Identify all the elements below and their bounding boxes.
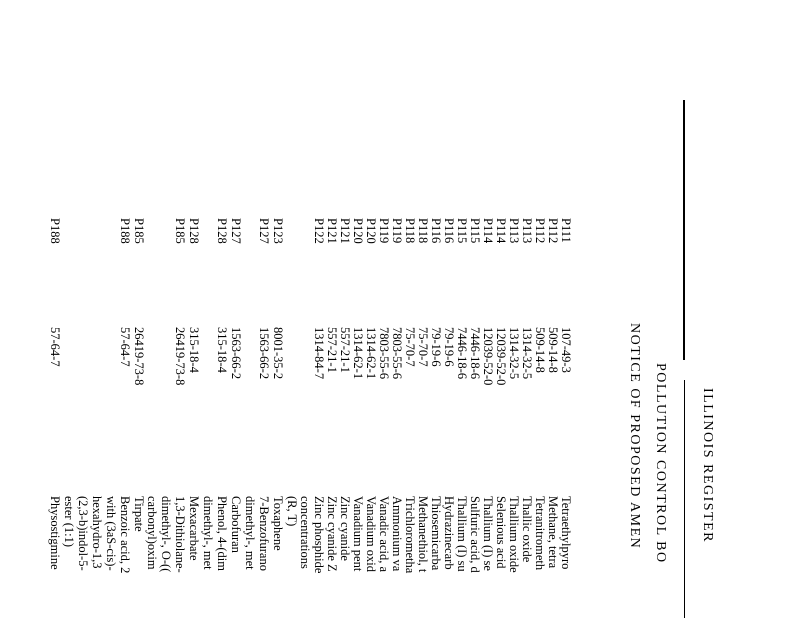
- waste-code-cell: P123: [271, 218, 285, 244]
- substance-name-cell: Tetraethylpyro: [559, 496, 573, 570]
- substance-name-cell: Thallic oxide: [520, 496, 534, 563]
- substance-name-cell: Phenol, 4-(dim: [215, 496, 229, 571]
- cas-number-cell: 509-14-8: [533, 327, 547, 373]
- waste-code-cell: P112: [546, 218, 560, 244]
- waste-code-cell: P113: [520, 218, 534, 244]
- cas-number-cell: 1314-32-5: [507, 327, 521, 380]
- substance-name-cell: Tirpate: [132, 496, 146, 532]
- cas-number-cell: 75-70-7: [403, 327, 417, 367]
- substance-name-cell: dimethyl-, met: [201, 496, 215, 570]
- substance-name-cell: Thiosemicarba: [429, 496, 443, 571]
- substance-name-cell: Mexacarbate: [187, 496, 201, 561]
- cas-number-cell: 1314-84-7: [312, 327, 326, 380]
- waste-code-cell: P120: [364, 218, 378, 244]
- cas-number-cell: 75-70-7: [416, 327, 430, 367]
- substance-name-cell: Zinc cyanide: [338, 496, 352, 561]
- substance-name-cell: Thallium (I) se: [481, 496, 495, 571]
- substance-name-cell: Benzoic acid, 2: [118, 496, 132, 574]
- register-title: ILLINOIS REGISTER: [700, 388, 715, 543]
- waste-code-cell: P120: [351, 218, 365, 244]
- waste-code-cell: P118: [416, 218, 430, 244]
- cas-number-cell: 79-19-6: [429, 327, 443, 367]
- substance-name-cell: Selenious acid: [494, 496, 508, 569]
- cas-number-cell: 7803-55-6: [377, 327, 391, 380]
- waste-code-cell: P128: [187, 218, 201, 244]
- waste-code-cell: P118: [403, 218, 417, 244]
- waste-code-cell: P119: [377, 218, 391, 244]
- substance-name-cell: Ammonium va: [390, 496, 404, 572]
- waste-code-cell: P119: [390, 218, 404, 244]
- cas-number-cell: 7803-55-6: [390, 327, 404, 380]
- waste-code-cell: P128: [215, 218, 229, 244]
- waste-code-cell: P121: [325, 218, 339, 244]
- cas-number-cell: 509-14-8: [546, 327, 560, 373]
- cas-number-cell: 1314-62-1: [351, 327, 365, 380]
- cas-number-cell: 315-18-4: [215, 327, 229, 373]
- agency-title: POLLUTION CONTROL BO: [653, 363, 668, 564]
- substance-name-cell: Carbofuran: [229, 496, 243, 553]
- cas-number-cell: 8001-35-2: [271, 327, 285, 380]
- substance-name-cell: (R, T): [285, 496, 299, 527]
- waste-code-cell: P121: [338, 218, 352, 244]
- substance-name-cell: dimethyl-, O-((: [159, 496, 173, 573]
- substance-name-cell: 7-Benzofurano: [257, 496, 271, 571]
- substance-name-cell: with (3aS-cis)-: [104, 496, 118, 571]
- substance-name-cell: Thallium oxide: [507, 496, 521, 573]
- header-rule-right: [684, 380, 685, 618]
- waste-code-cell: P114: [494, 218, 508, 244]
- substance-name-cell: Vanadium oxid: [364, 496, 378, 573]
- substance-name-cell: Methanethiol, t: [416, 496, 430, 573]
- substance-name-cell: Hydrazinecarb: [442, 496, 456, 570]
- waste-code-cell: P115: [455, 218, 469, 244]
- cas-number-cell: 57-64-7: [118, 327, 132, 367]
- waste-code-cell: P112: [533, 218, 547, 244]
- substance-name-cell: Vanadic acid, a: [377, 496, 391, 573]
- cas-number-cell: 7446-18-6: [468, 327, 482, 380]
- waste-code-cell: P113: [507, 218, 521, 244]
- header-rule-left: [683, 100, 685, 360]
- cas-number-cell: 12039-52-0: [494, 327, 508, 386]
- waste-code-cell: P114: [481, 218, 495, 244]
- notice-title: NOTICE OF PROPOSED AMEN: [627, 323, 642, 550]
- cas-number-cell: 26419-73-8: [173, 327, 187, 386]
- substance-name-cell: Thallium (I) su: [455, 496, 469, 572]
- substance-name-cell: Trichlorometha: [403, 496, 417, 574]
- waste-code-cell: P116: [429, 218, 443, 244]
- substance-name-cell: hexahydro-1,3: [90, 496, 104, 569]
- cas-number-cell: 107-49-3: [559, 327, 573, 373]
- substance-name-cell: Tetranitrometh: [533, 496, 547, 571]
- cas-number-cell: 26419-73-8: [132, 327, 146, 386]
- substance-name-cell: ester (1:1): [62, 496, 76, 548]
- cas-number-cell: 315-18-4: [187, 327, 201, 373]
- substance-name-cell: Vanadium pent: [351, 496, 365, 572]
- cas-number-cell: 1314-62-1: [364, 327, 378, 380]
- waste-code-cell: P185: [173, 218, 187, 244]
- substance-name-cell: Zinc phosphide: [312, 496, 326, 574]
- waste-code-cell: P116: [442, 218, 456, 244]
- substance-name-cell: Physostigmine: [48, 496, 62, 570]
- cas-number-cell: 557-21-1: [325, 327, 339, 373]
- cas-number-cell: 1563-66-2: [257, 327, 271, 380]
- waste-code-cell: P188: [48, 218, 62, 244]
- substance-name-cell: carbonyl)oxim: [145, 496, 159, 570]
- cas-number-cell: 12039-52-0: [481, 327, 495, 386]
- cas-number-cell: 57-64-7: [48, 327, 62, 367]
- waste-code-cell: P185: [132, 218, 146, 244]
- waste-code-cell: P111: [559, 218, 573, 243]
- waste-code-cell: P188: [118, 218, 132, 244]
- waste-code-cell: P115: [468, 218, 482, 244]
- substance-name-cell: 1,3-Dithiolane-: [173, 496, 187, 573]
- substance-name-cell: concentrations: [298, 496, 312, 569]
- cas-number-cell: 1314-32-5: [520, 327, 534, 380]
- waste-code-cell: P127: [229, 218, 243, 244]
- waste-code-cell: P127: [257, 218, 271, 244]
- substance-name-cell: Toxaphene: [271, 496, 285, 551]
- waste-code-cell: P122: [312, 218, 326, 244]
- substance-name-cell: Methane, tetra: [546, 496, 560, 569]
- substance-name-cell: Sulfuric acid, d: [468, 496, 482, 573]
- cas-number-cell: 79-19-6: [442, 327, 456, 367]
- substance-name-cell: Zinc cyanide Z: [325, 496, 339, 572]
- cas-number-cell: 1563-66-2: [229, 327, 243, 380]
- cas-number-cell: 7446-18-6: [455, 327, 469, 380]
- substance-name-cell: (2,3-b)indol-5-: [76, 496, 90, 571]
- substance-name-cell: dimethyl-, met: [243, 496, 257, 570]
- cas-number-cell: 557-21-1: [338, 327, 352, 373]
